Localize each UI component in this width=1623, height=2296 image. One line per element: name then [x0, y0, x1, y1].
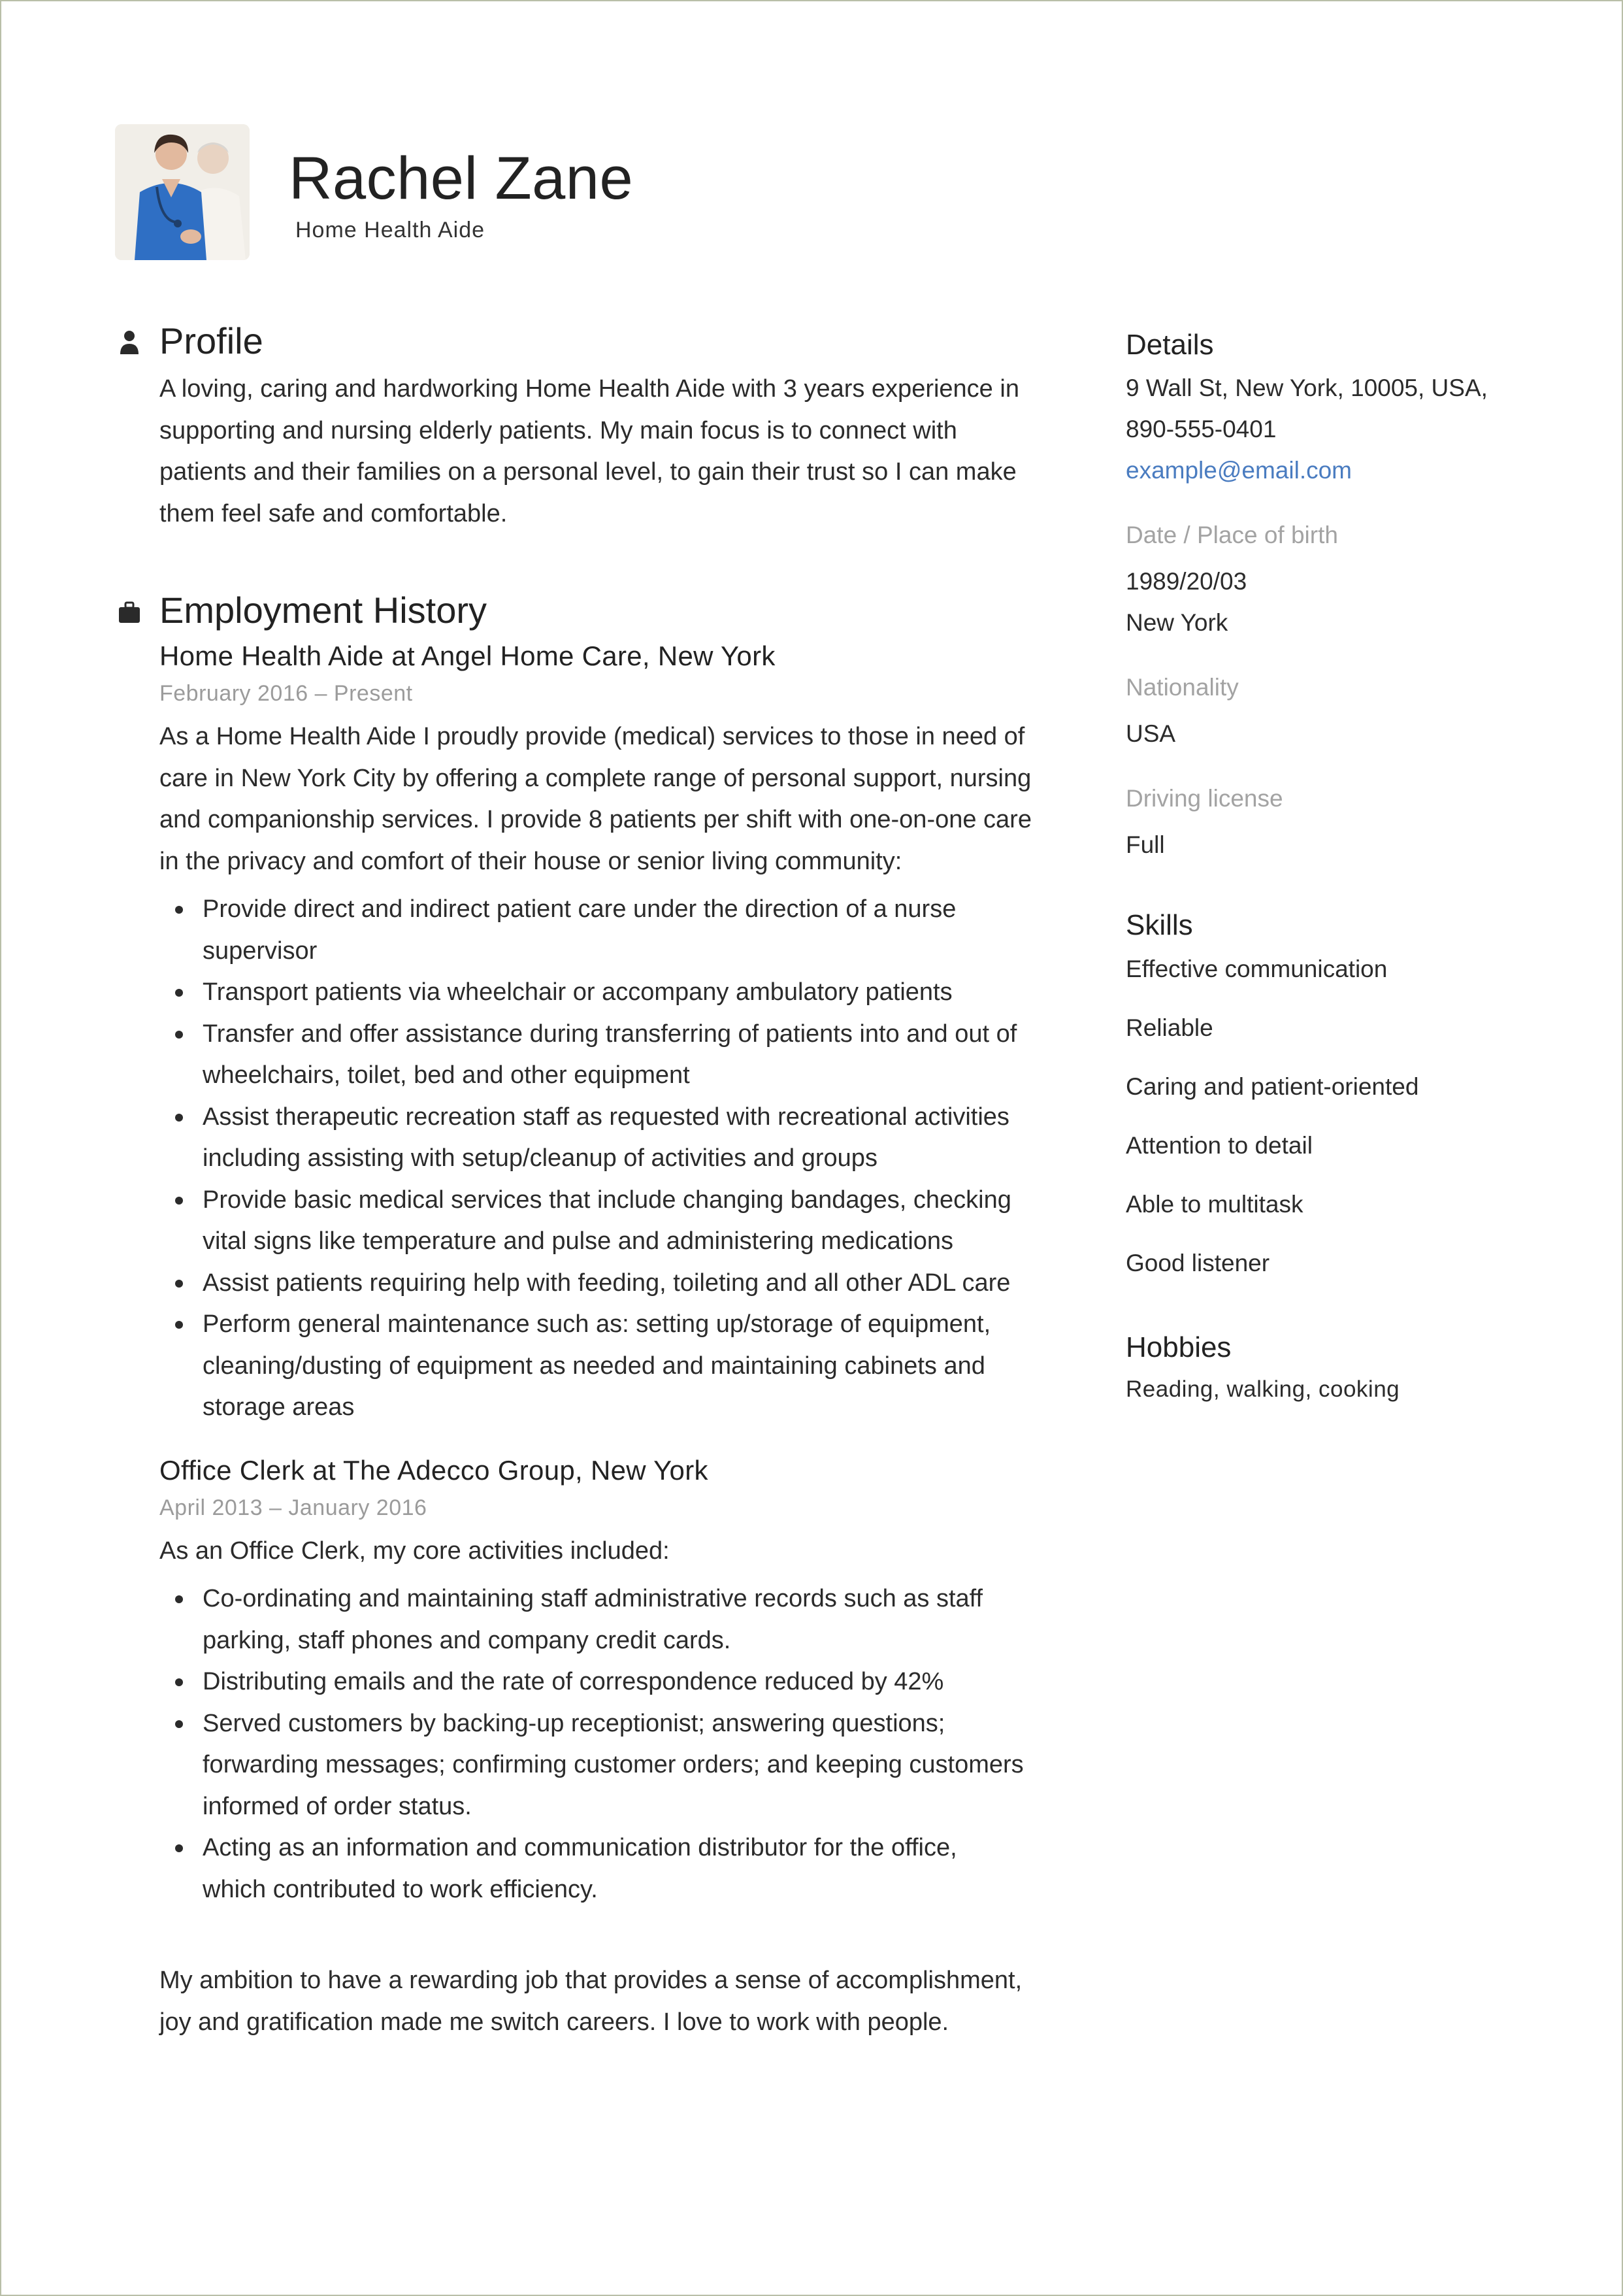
profile-summary [159, 369, 1048, 535]
address: 9 Wall St, New York, 10005, USA, [1126, 374, 1488, 401]
job-dates: April 2013 – January 2016 [159, 1495, 427, 1520]
hobbies-title: Hobbies [1126, 1331, 1232, 1363]
list-item: Assist therapeutic recreation staff as requested with recreational activities including assisting with setup/cleanup of activities and groups [203, 1097, 1048, 1180]
skills-title: Skills [1126, 909, 1193, 941]
skill-item: Attention to detail [1126, 1132, 1313, 1159]
job-dates: February 2016 – Present [159, 681, 413, 706]
birth-place: New York [1126, 609, 1228, 636]
birth-label: Date / Place of birth [1126, 522, 1338, 548]
closing-line: joy and gratification made me switch careers. I love to work with people. [159, 2008, 949, 2036]
profile-line: patients and their families on a personal level, to gain their trust so I can make [159, 458, 1017, 486]
skill-item: Effective communication [1126, 956, 1388, 982]
nationality-label: Nationality [1126, 674, 1239, 701]
job-heading: Home Health Aide at Angel Home Care, New York [159, 641, 776, 671]
employment-title: Employment History [159, 590, 487, 631]
list-item: Perform general maintenance such as: setting up/storage of equipment, cleaning/dusting of equipment as needed and maintaining cabinets and storage areas [203, 1304, 1048, 1429]
phone-number: 890-555-0401 [1126, 416, 1277, 442]
profile-line: A loving, caring and hardworking Home Health Aide with 3 years experience in [159, 375, 1019, 403]
candidate-job-title: Home Health Aide [295, 218, 485, 242]
job-entry [159, 637, 1048, 1429]
main-column [159, 315, 1048, 2043]
profile-section-header [159, 315, 1048, 367]
job-intro-line: As an Office Clerk, my core activities included: [159, 1537, 670, 1565]
job-intro-line: care in New York City by offering a complete range of personal support, nursing [159, 764, 1032, 792]
nationality-value: USA [1126, 720, 1176, 747]
job-intro-line: and companionship services. I provide 8 patients per shift with one-on-one care [159, 806, 1032, 833]
skills-list [1126, 940, 1544, 1293]
job-duties-list [159, 1578, 1048, 1910]
profile-photo [115, 124, 250, 260]
job-duties-list [159, 889, 1048, 1429]
person-icon [118, 329, 141, 356]
skill-item: Reliable [1126, 1014, 1213, 1041]
candidate-name: Rachel Zane [289, 145, 634, 212]
job-intro-line: As a Home Health Aide I proudly provide (medical) services to those in need of [159, 723, 1025, 750]
email-link[interactable]: example@email.com [1126, 457, 1352, 484]
job-heading: Office Clerk at The Adecco Group, New York [159, 1454, 708, 1486]
list-item: Transport patients via wheelchair or accompany ambulatory patients [203, 972, 1048, 1014]
list-item: Transfer and offer assistance during transferring of patients into and out of wheelchairs, toilet, bed and other equipment [203, 1014, 1048, 1097]
list-item: Acting as an information and communication distributor for the office, which contributed to work efficiency. [203, 1827, 1048, 1910]
profile-line: them feel safe and comfortable. [159, 499, 508, 527]
list-item: Distributing emails and the rate of correspondence reduced by 42% [203, 1661, 1048, 1703]
briefcase-icon [118, 599, 141, 625]
closing-line: My ambition to have a rewarding job that provides a sense of accomplishment, [159, 1967, 1023, 1994]
birth-date: 1989/20/03 [1126, 568, 1247, 595]
details-title: Details [1126, 329, 1214, 361]
list-item: Co-ordinating and maintaining staff administrative records such as staff parking, staff phones and company credit cards. [203, 1578, 1048, 1661]
sidebar-column [1126, 323, 1544, 1409]
list-item: Provide basic medical services that include changing bandages, checking vital signs like temperature and pulse and administering medications [203, 1180, 1048, 1263]
skill-item: Good listener [1126, 1250, 1270, 1276]
profile-title: Profile [159, 320, 263, 361]
skill-item: Caring and patient-oriented [1126, 1073, 1419, 1100]
profile-line: supporting and nursing elderly patients. My main focus is to connect with [159, 416, 957, 444]
list-item: Assist patients requiring help with feeding, toileting and all other ADL care [203, 1263, 1048, 1305]
hobbies-text: Reading, walking, cooking [1126, 1376, 1400, 1402]
list-item: Provide direct and indirect patient care under the direction of a nurse supervisor [203, 889, 1048, 972]
employment-section-header [159, 584, 1048, 637]
license-value: Full [1126, 831, 1165, 858]
license-label: Driving license [1126, 785, 1283, 812]
job-intro-line: in the privacy and comfort of their house or senior living community: [159, 847, 902, 875]
job-entry [159, 1451, 1048, 1911]
skill-item: Able to multitask [1126, 1191, 1303, 1218]
closing-statement [159, 1960, 1048, 2043]
nurse-with-patient-image [115, 124, 250, 260]
list-item: Served customers by backing-up receptionist; answering questions; forwarding messages; confirming customer orders; and keeping customers informed of order status. [203, 1703, 1048, 1828]
